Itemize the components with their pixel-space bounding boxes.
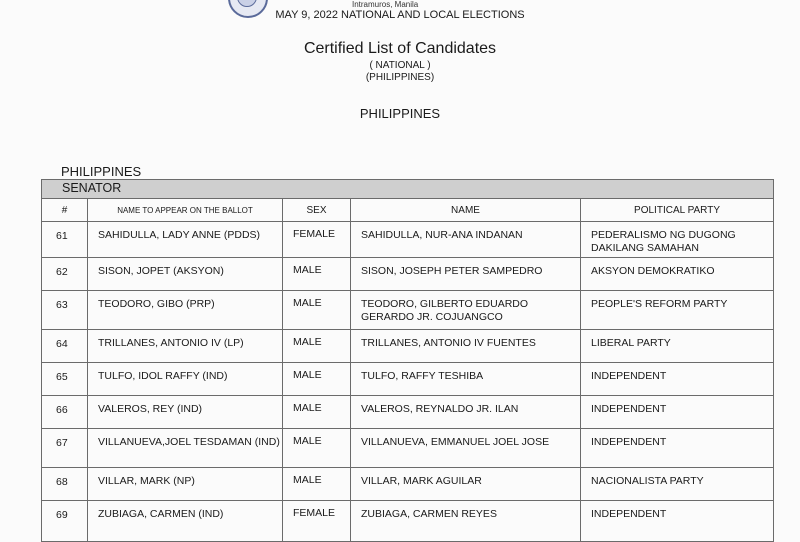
ballot-name: TEODORO, GIBO (PRP) bbox=[88, 291, 283, 330]
candidate-sex: MALE bbox=[283, 468, 351, 501]
candidate-sex: MALE bbox=[283, 363, 351, 396]
ballot-name: VILLANUEVA,JOEL TESDAMAN (IND) bbox=[88, 429, 283, 468]
document-title: Certified List of Candidates bbox=[303, 40, 497, 57]
candidate-number: 64 bbox=[42, 330, 88, 363]
political-party: INDEPENDENT bbox=[581, 501, 774, 542]
table-row bbox=[42, 429, 774, 468]
political-party: AKSYON DEMOKRATIKO bbox=[581, 258, 774, 291]
table-row bbox=[42, 291, 774, 330]
column-header-ballot-name: NAME TO APPEAR ON THE BALLOT bbox=[88, 199, 283, 222]
candidate-number: 61 bbox=[42, 222, 88, 258]
office-name: SENATOR bbox=[42, 180, 774, 199]
table-header-row bbox=[42, 199, 774, 222]
candidate-name: TEODORO, GILBERTO EDUARDO GERARDO JR. COJUANGCO bbox=[351, 291, 581, 330]
column-header-number: # bbox=[42, 199, 88, 222]
table-row bbox=[42, 222, 774, 258]
political-party: LIBERAL PARTY bbox=[581, 330, 774, 363]
candidate-number: 62 bbox=[42, 258, 88, 291]
section-label: PHILIPPINES bbox=[61, 164, 142, 179]
table-row bbox=[42, 501, 774, 542]
candidate-name: TRILLANES, ANTONIO IV FUENTES bbox=[351, 330, 581, 363]
candidate-sex: MALE bbox=[283, 396, 351, 429]
column-header-name: NAME bbox=[351, 199, 581, 222]
political-party: INDEPENDENT bbox=[581, 363, 774, 396]
political-party: INDEPENDENT bbox=[581, 429, 774, 468]
political-party: INDEPENDENT bbox=[581, 396, 774, 429]
candidates-table bbox=[41, 179, 774, 542]
candidate-name: SISON, JOSEPH PETER SAMPEDRO bbox=[351, 258, 581, 291]
candidate-sex: MALE bbox=[283, 258, 351, 291]
candidate-name: VALEROS, REYNALDO JR. ILAN bbox=[351, 396, 581, 429]
scope-subtitle: ( NATIONAL ) bbox=[369, 60, 431, 71]
candidate-name: VILLAR, MARK AGUILAR bbox=[351, 468, 581, 501]
ballot-name: TRILLANES, ANTONIO IV (LP) bbox=[88, 330, 283, 363]
candidate-name: ZUBIAGA, CARMEN REYES bbox=[351, 501, 581, 542]
political-party: PEDERALISMO NG DUGONG DAKILANG SAMAHAN bbox=[581, 222, 774, 258]
office-address: Intramuros, Manila bbox=[352, 0, 419, 9]
ballot-name: SISON, JOPET (AKSYON) bbox=[88, 258, 283, 291]
office-row bbox=[42, 180, 774, 199]
region-heading: PHILIPPINES bbox=[359, 106, 441, 121]
column-header-party: POLITICAL PARTY bbox=[581, 199, 774, 222]
candidate-number: 63 bbox=[42, 291, 88, 330]
candidate-sex: MALE bbox=[283, 291, 351, 330]
ballot-name: VILLAR, MARK (NP) bbox=[88, 468, 283, 501]
candidate-sex: FEMALE bbox=[283, 501, 351, 542]
country-subtitle: (PHILIPPINES) bbox=[365, 72, 435, 83]
candidate-number: 65 bbox=[42, 363, 88, 396]
column-header-sex: SEX bbox=[283, 199, 351, 222]
candidate-number: 68 bbox=[42, 468, 88, 501]
candidate-number: 69 bbox=[42, 501, 88, 542]
candidate-name: SAHIDULLA, NUR-ANA INDANAN bbox=[351, 222, 581, 258]
table-row bbox=[42, 396, 774, 429]
candidate-number: 67 bbox=[42, 429, 88, 468]
candidate-name: TULFO, RAFFY TESHIBA bbox=[351, 363, 581, 396]
political-party: PEOPLE'S REFORM PARTY bbox=[581, 291, 774, 330]
ballot-name: ZUBIAGA, CARMEN (IND) bbox=[88, 501, 283, 542]
table-row bbox=[42, 258, 774, 291]
table-row bbox=[42, 468, 774, 501]
candidate-sex: MALE bbox=[283, 429, 351, 468]
ballot-name: TULFO, IDOL RAFFY (IND) bbox=[88, 363, 283, 396]
candidate-number: 66 bbox=[42, 396, 88, 429]
candidate-sex: MALE bbox=[283, 330, 351, 363]
candidate-sex: FEMALE bbox=[283, 222, 351, 258]
political-party: NACIONALISTA PARTY bbox=[581, 468, 774, 501]
ballot-name: SAHIDULLA, LADY ANNE (PDDS) bbox=[88, 222, 283, 258]
candidate-name: VILLANUEVA, EMMANUEL JOEL JOSE bbox=[351, 429, 581, 468]
ballot-name: VALEROS, REY (IND) bbox=[88, 396, 283, 429]
election-title: MAY 9, 2022 NATIONAL AND LOCAL ELECTIONS bbox=[275, 9, 525, 21]
table-row bbox=[42, 330, 774, 363]
table-row bbox=[42, 363, 774, 396]
